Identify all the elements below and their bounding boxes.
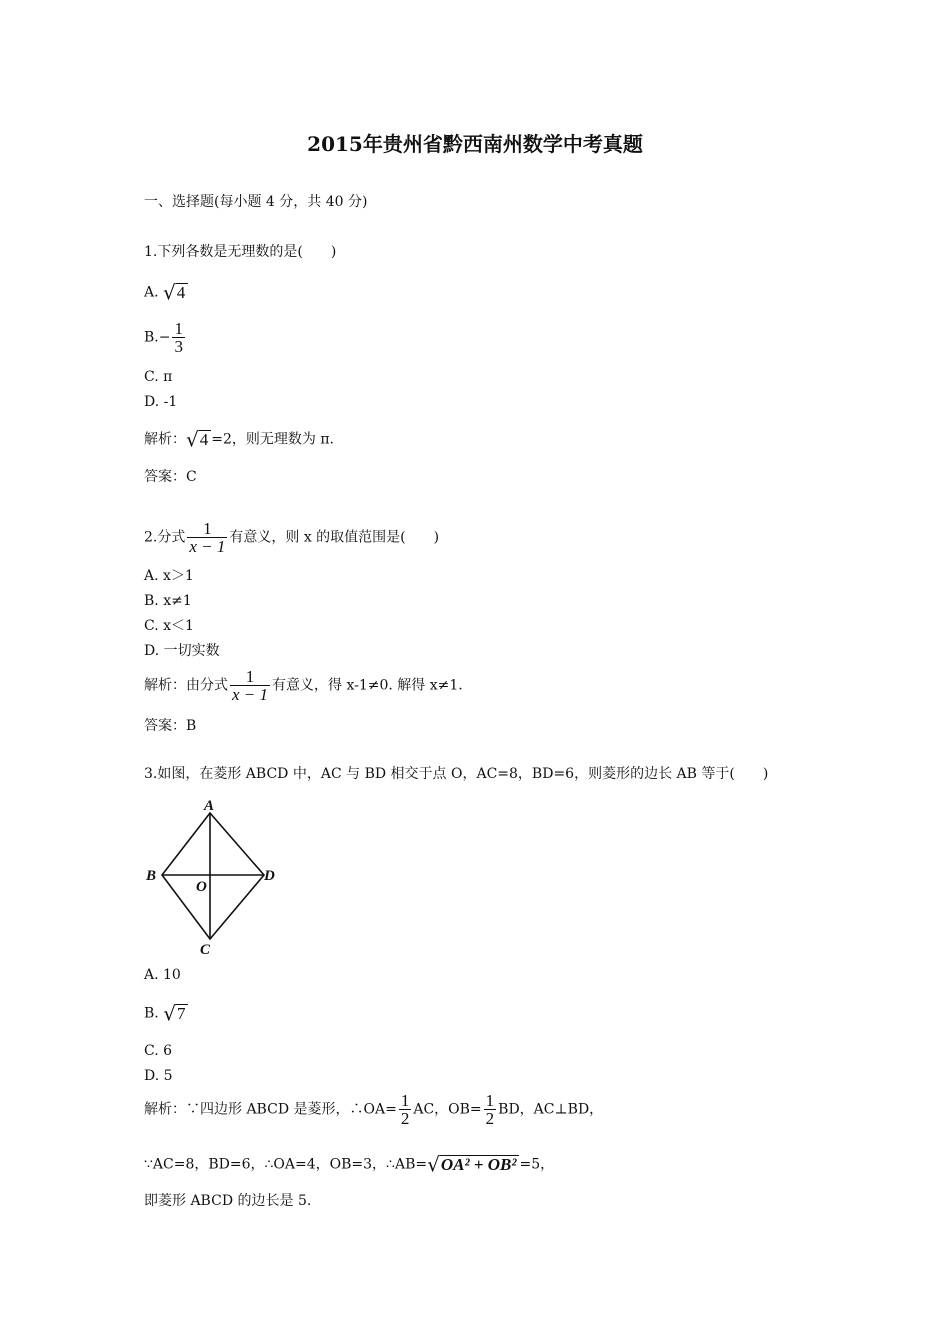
q3-option-b <box>144 1001 188 1026</box>
fraction-denominator: 3 <box>174 337 183 356</box>
fraction-denominator: 2 <box>400 1109 410 1128</box>
sqrt-expression: √7 <box>163 1004 188 1023</box>
q1-stem: 1.下列各数是无理数的是( ) <box>144 244 337 260</box>
sqrt-expression: √4 <box>163 283 188 302</box>
sqrt-expression: √4 <box>186 430 211 449</box>
q3-option-d: D. 5 <box>144 1068 173 1084</box>
q2-option-d: D. 一切实数 <box>144 643 220 659</box>
q1-option-b-label: B. <box>144 329 159 346</box>
q3-expl1-suffix: BD，AC⊥BD， <box>498 1101 604 1118</box>
fraction <box>484 1092 497 1127</box>
q1-expl-radicand: 4 <box>199 430 212 449</box>
fraction-numerator: 1 <box>245 667 255 686</box>
rhombus-outline <box>162 813 264 939</box>
q2-answer: 答案：B <box>144 718 197 734</box>
q3-option-c: C. 6 <box>144 1043 173 1059</box>
q1-option-d: D. -1 <box>144 394 178 410</box>
q2-expl-prefix: 解析：由分式 <box>144 677 228 694</box>
fraction <box>172 320 185 355</box>
q2-option-a: A. x＞1 <box>144 568 194 584</box>
q3-explanation-line3: 即菱形 ABCD 的边长是 5. <box>144 1193 312 1209</box>
fraction <box>399 1092 412 1127</box>
q1-option-a-label: A. <box>144 284 159 301</box>
vertex-label-d: D <box>264 868 275 884</box>
sqrt-expression: √OA² + OB² <box>427 1155 519 1174</box>
rhombus-figure <box>140 797 280 957</box>
page-title: 2015年贵州省黔西南州数学中考真题 <box>307 132 643 156</box>
fraction <box>187 520 227 555</box>
q1-option-c: C. π <box>144 369 173 385</box>
q2-stem-prefix: 2.分式 <box>144 529 186 546</box>
q1-explanation <box>144 427 334 452</box>
fraction <box>230 668 270 703</box>
q1-expl-prefix: 解析： <box>144 431 186 448</box>
q2-stem-suffix: 有意义，则 x 的取值范围是( ) <box>229 529 440 546</box>
fraction-numerator: 1 <box>400 1091 410 1110</box>
q2-option-b: B. x≠1 <box>144 593 192 609</box>
fraction-denominator: 2 <box>485 1109 495 1128</box>
fraction-denominator: x − 1 <box>189 537 226 556</box>
center-label-o: O <box>196 879 207 895</box>
q3-expl2-prefix: ∵AC=8，BD=6，∴OA=4，OB=3，∴AB= <box>144 1156 428 1173</box>
section-heading: 一、选择题(每小题 4 分，共 40 分) <box>144 194 368 210</box>
fraction-numerator: 1 <box>174 319 183 338</box>
q1-option-b-sign: − <box>158 329 171 346</box>
q2-expl-suffix: 有意义，得 x-1≠0. 解得 x≠1. <box>272 677 463 694</box>
q3-stem: 3.如图，在菱形 ABCD 中，AC 与 BD 相交于点 O，AC=8，BD=6，则菱形的边长 AB 等于( ) <box>144 766 769 782</box>
q3-explanation-line1 <box>144 1092 603 1127</box>
q3-option-b-radicand: 7 <box>176 1004 189 1023</box>
fraction-denominator: x − 1 <box>232 685 269 704</box>
fraction-numerator: 1 <box>485 1091 495 1110</box>
q3-explanation-line2 <box>144 1152 555 1177</box>
q1-option-b <box>144 320 187 355</box>
q1-expl-suffix: =2，则无理数为 π. <box>211 431 334 448</box>
q2-stem <box>144 520 439 555</box>
q3-option-a: A. 10 <box>144 967 181 983</box>
q2-option-c: C. x＜1 <box>144 618 194 634</box>
vertex-label-b: B <box>146 868 157 884</box>
vertex-label-a: A <box>204 798 215 814</box>
q3-expl1-prefix: 解析：∵四边形 ABCD 是菱形，∴OA= <box>144 1101 397 1118</box>
q1-option-a <box>144 280 188 305</box>
q1-option-a-radicand: 4 <box>176 283 189 302</box>
vertex-label-c: C <box>200 942 211 957</box>
q2-explanation <box>144 668 463 703</box>
q3-option-b-label: B. <box>144 1005 159 1022</box>
q3-expl2-radicand: OA² + OB² <box>440 1155 520 1174</box>
q3-expl1-mid: AC，OB= <box>413 1101 482 1118</box>
fraction-numerator: 1 <box>203 519 212 538</box>
q3-expl2-suffix: =5， <box>519 1156 555 1173</box>
q1-answer: 答案：C <box>144 469 197 485</box>
